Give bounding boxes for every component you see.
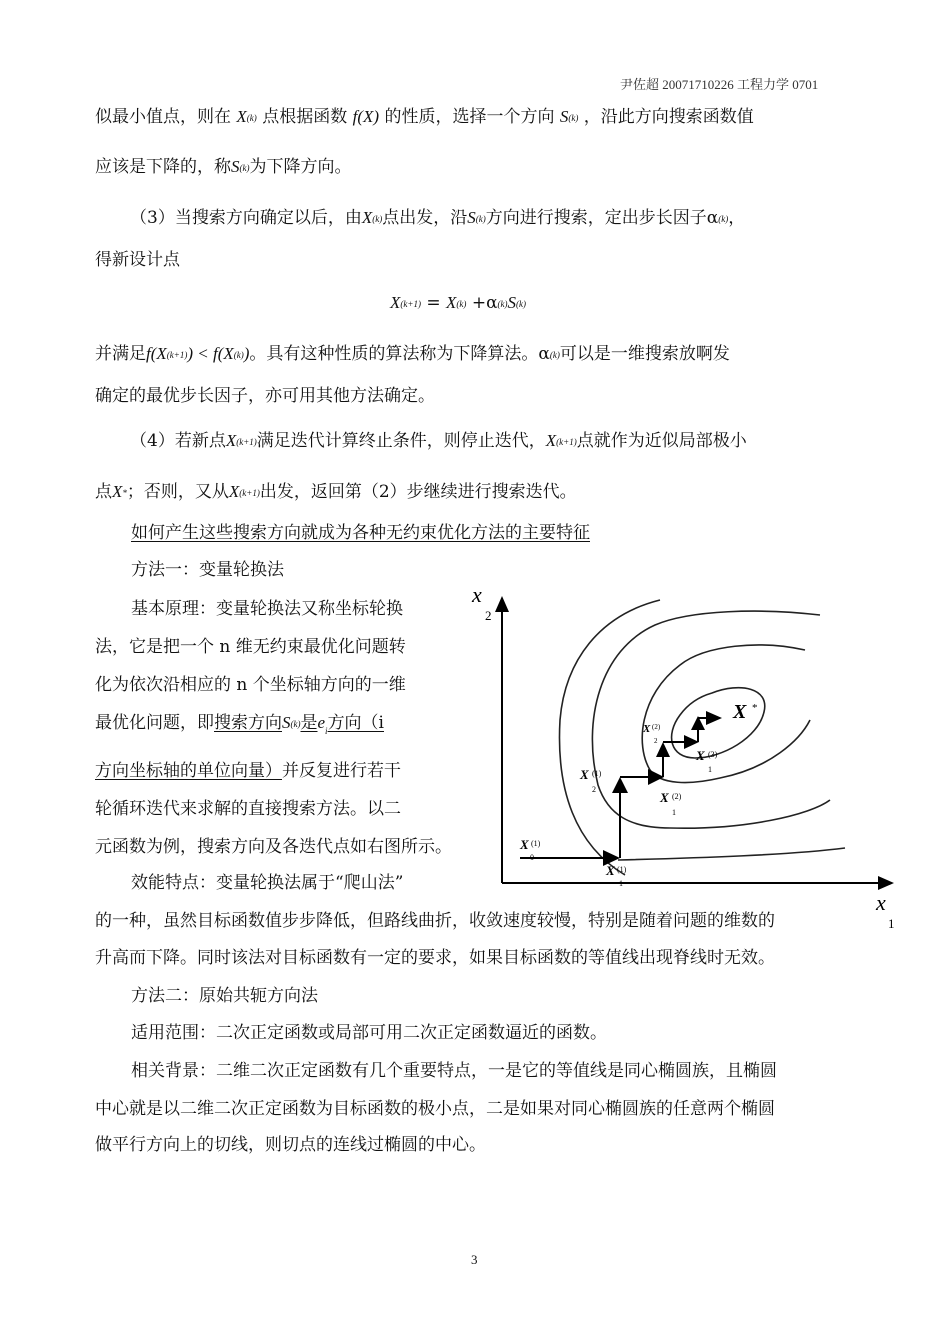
point-label-sub: 2 [592, 785, 596, 794]
method2-title: 方法二：原始共轭方向法 [131, 986, 318, 1006]
p3b-line1 [95, 343, 730, 366]
x2-axis-label-sub: 2 [485, 608, 492, 623]
text-span: 点 [95, 482, 112, 502]
symbol-f: f [352, 107, 358, 126]
method1-effect-line: 升高而下降。同时该法对目标函数有一定的要求，如果目标函数的等值线出现脊线时无效。 [95, 948, 775, 968]
x1-axis-label-sub: 1 [888, 916, 895, 930]
point-label-sub: 1 [708, 765, 712, 774]
step-arrowhead [656, 742, 670, 757]
contour-inner [642, 645, 810, 783]
method2-background-line: 相关背景：二维二次正定函数有几个重要特点，一是它的等值线是同心椭圆族，且椭圆 [131, 1061, 777, 1081]
symbol-x: X [228, 482, 240, 501]
superscript-k: (k) [246, 113, 257, 123]
point-label-sub: 2 [654, 737, 658, 745]
p4-line1 [130, 430, 747, 453]
symbol-x: X [390, 293, 401, 312]
text-span: 的性质，选择一个方向 [384, 107, 555, 127]
text-span: 出发，返回第（2）步继续进行搜索迭代。 [259, 482, 577, 502]
symbol-s: S [282, 713, 291, 732]
method1-body-line: 基本原理：变量轮换法又称坐标轮换 [131, 599, 403, 619]
superscript-k1: (k+1) [166, 350, 188, 360]
p3b-line2: 确定的最优步长因子，亦可用其他方法确定。 [95, 386, 435, 406]
superscript-k: (k) [456, 299, 467, 309]
formula [390, 293, 526, 313]
point-label-sup: (3) [708, 750, 718, 759]
text-span: 点根据函数 [262, 107, 348, 127]
symbol-x: X [225, 431, 237, 450]
superscript-k: (k) [497, 299, 508, 309]
p1-line2 [95, 156, 352, 179]
text-span: 方向进行搜索，定出步长因子 [485, 208, 707, 228]
point-label-sub: 0 [530, 853, 534, 862]
point-label-sup: (1) [592, 769, 602, 778]
method1-body-line [95, 712, 384, 742]
symbol-s: S [559, 107, 569, 126]
method1-body-line: 化为依次沿相应的 n 个坐标轴方向的一维 [95, 675, 406, 695]
p1-line1 [95, 106, 754, 129]
equals-sign: = [426, 293, 441, 313]
method1-effect-line: 效能特点：变量轮换法属于“爬山法” [131, 873, 404, 893]
point-label: X [606, 863, 615, 878]
x2-axis-label: x [472, 582, 482, 607]
p4-line2 [95, 481, 577, 504]
contour-outer [559, 600, 660, 875]
method2-background-line: 中心就是以二维二次正定函数为目标函数的极小点，二是如果对同心椭圆族的任意两个椭圆 [95, 1099, 775, 1119]
superscript-k1: (k+1) [400, 299, 421, 309]
superscript-k: (k) [549, 350, 560, 360]
step-arrowhead [706, 711, 722, 725]
optimum-label: X [733, 701, 747, 723]
point-label-sup: (2) [672, 792, 682, 801]
text-span: 可以是一维搜索放啊发 [559, 344, 730, 364]
method1-body-line [95, 760, 401, 782]
superscript-k: (k) [516, 299, 527, 309]
symbol-fx: ) < f(X [187, 344, 234, 363]
method2-scope: 适用范围：二次正定函数或局部可用二次正定函数逼近的函数。 [131, 1023, 607, 1043]
symbol-s: S [467, 208, 476, 227]
text-span: 并满足 [95, 344, 146, 364]
symbol-e: e [317, 713, 326, 732]
p3-line1 [130, 207, 745, 230]
point-label-sub: 1 [619, 879, 623, 888]
method1-title: 方法一：变量轮换法 [131, 560, 284, 580]
symbol-fx: f(X [146, 344, 167, 363]
symbol-fx: (X) [357, 107, 380, 126]
point-label: X [660, 790, 669, 805]
symbol-x: X [236, 107, 247, 126]
superscript-k: (k) [239, 163, 250, 173]
symbol-x: X [446, 293, 457, 312]
page-number: 3 [471, 1252, 478, 1267]
text-span: 。具有这种性质的算法称为下降算法。 [249, 344, 539, 364]
point-label: X [580, 767, 589, 782]
point-label-sub: 1 [672, 808, 676, 817]
symbol-alpha: α [486, 293, 498, 313]
symbol-x: X [361, 208, 373, 227]
text-span: 最优化问题，即 [95, 713, 214, 733]
text-span: 满足迭代计算终止条件，则停止迭代， [256, 431, 546, 451]
symbol-x: X [545, 431, 557, 450]
optimum-label-sup: * [752, 702, 758, 714]
superscript-k: (k) [568, 113, 579, 123]
symbol-s: S [507, 293, 517, 312]
point-label: X [520, 837, 529, 852]
superscript-k1: (k+1) [556, 437, 577, 447]
text-span: 为下降方向。 [249, 157, 352, 177]
plus-sign: + [471, 293, 487, 313]
step-arrowhead [612, 777, 628, 793]
point-label-sup: (1) [617, 865, 627, 874]
text-span: 点就作为近似局部极小 [576, 431, 747, 451]
point-label-sup: (2) [652, 723, 661, 731]
text-span: ， [728, 208, 746, 228]
text-span: 应该是下降的，称 [95, 157, 231, 177]
method1-body-line: 元函数为例，搜索方向及各迭代点如右图所示。 [95, 837, 452, 857]
method1-body-line: 轮循环迭代来求解的直接搜索方法。以二 [95, 799, 401, 819]
x1-axis-label: x [876, 890, 886, 915]
symbol-s: S [231, 157, 240, 176]
superscript-k1: (k+1) [236, 437, 257, 447]
section-heading: 如何产生这些搜索方向就成为各种无约束优化方法的主要特征 [131, 523, 590, 543]
text-span: 搜索方向 [214, 713, 282, 733]
text-span: （4）若新点 [130, 431, 226, 451]
superscript-k1: (k+1) [239, 488, 260, 498]
text-span: ；否则，又从 [126, 482, 229, 502]
superscript-k: (k) [475, 214, 486, 224]
text-span: 方向（i [327, 713, 384, 733]
contour-outer-bottom [618, 848, 845, 860]
step-arrowhead [684, 735, 699, 749]
text-span: （3）当搜索方向确定以后，由 [130, 208, 362, 228]
text-span: 点出发，沿 [382, 208, 468, 228]
symbol-close: ) [243, 344, 250, 363]
point-label-sup: (1) [531, 839, 541, 848]
step-arrowhead [648, 769, 664, 785]
method1-effect-line: 的一种，虽然目标函数值步步降低，但路线曲折，收敛速度较慢，特别是随着问题的维数的 [95, 911, 775, 931]
symbol-alpha: α [706, 208, 719, 228]
p3-line2: 得新设计点 [95, 250, 180, 270]
symbol-alpha: α [538, 344, 550, 364]
text-span: 并反复进行若干 [282, 761, 401, 781]
method1-body-line: 法，它是把一个 n 维无约束最优化问题转 [95, 637, 406, 657]
page-header: 尹佐超 20071710226 工程力学 0701 [620, 77, 819, 92]
coordinate-rotation-figure [465, 580, 905, 930]
point-label: X [643, 723, 651, 735]
text-span: ，沿此方向搜索函数值 [583, 107, 754, 127]
superscript-k: (k) [290, 719, 301, 729]
method2-background-line: 做平行方向上的切线，则切点的连线过椭圆的中心。 [95, 1135, 486, 1155]
text-span: 似最小值点，则在 [95, 107, 231, 127]
x1-axis-arrow [878, 876, 894, 890]
x2-axis-arrow [495, 596, 509, 612]
superscript-k: (k) [718, 214, 729, 224]
text-span: 方向坐标轴的单位向量） [95, 761, 282, 781]
symbol-x: X [112, 482, 123, 501]
superscript-k: (k) [372, 214, 383, 224]
text-span: 是 [300, 713, 318, 733]
point-label: X [696, 748, 705, 763]
subscript-i: i [325, 726, 328, 736]
superscript-k: (k) [233, 350, 244, 360]
superscript-star: * [122, 488, 127, 498]
